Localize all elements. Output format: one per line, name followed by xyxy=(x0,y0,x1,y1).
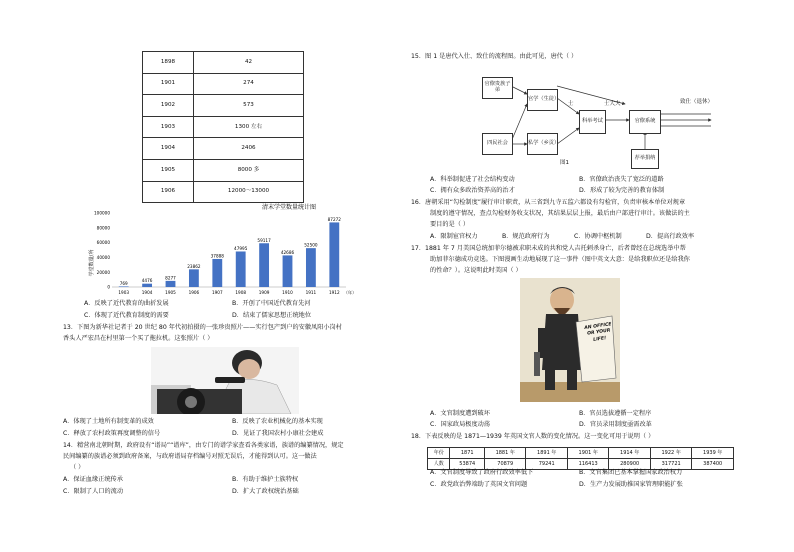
bar-value-label: 4476 xyxy=(141,278,153,284)
q15-option-b[interactable]: B．官僚政治丧失了宽泛的道路 xyxy=(579,176,664,183)
table-cell-count: 317721 xyxy=(650,459,691,470)
table-cell-count: 1300 左右 xyxy=(194,116,304,138)
table-cell-count: 2406 xyxy=(194,138,304,160)
x-tick-label: 1910 xyxy=(282,290,293,295)
table-cell-year: 1902 xyxy=(143,95,194,117)
bar xyxy=(166,281,176,287)
q14-option-a[interactable]: A．保证血缘正统传承 xyxy=(63,476,123,483)
q16-stem-3: 要目的是（ ） xyxy=(430,221,470,228)
table-cell-count: 116413 xyxy=(567,459,608,470)
bar-value-label: 42686 xyxy=(280,249,295,255)
q13-option-a[interactable]: A．体现了土地所有制变革的成效 xyxy=(63,418,154,425)
q18-option-a[interactable]: A．文官制度导致了政府行政效率低下 xyxy=(430,469,534,476)
y-tick-label: 80000 xyxy=(96,225,110,231)
bar xyxy=(306,248,316,287)
chart-title: 清末学堂数量统计图 xyxy=(261,204,317,211)
table-row xyxy=(143,159,304,181)
node-simin: 四民社会 xyxy=(482,133,513,155)
chart-ylabel: 学堂数量/所 xyxy=(89,249,95,277)
x-tick-label: 1909 xyxy=(258,290,270,295)
bar xyxy=(329,222,339,287)
y-tick-label: 0 xyxy=(107,284,110,290)
q12-option-b[interactable]: B．开创了中国近代教育先河 xyxy=(232,300,311,307)
y-tick-label: 100000 xyxy=(94,210,110,216)
table-cell-count: 42 xyxy=(194,52,304,74)
table-cell-count: 79241 xyxy=(526,459,567,470)
bar xyxy=(283,255,293,287)
bar-value-label: 47995 xyxy=(234,245,248,251)
node-xitong: 官僚系统 xyxy=(629,110,661,134)
civil-servant-table xyxy=(427,447,734,470)
q13-option-c[interactable]: C．释放了农村政策再度调整的信号 xyxy=(63,430,161,437)
y-tick-label: 60000 xyxy=(96,240,110,246)
table-cell-year: 1906 xyxy=(143,181,194,203)
table-row xyxy=(143,52,304,74)
x-tick-label: 1904 xyxy=(141,290,153,295)
q17-stem-3: 的性命？）。这说明此时美国（ ） xyxy=(430,267,522,274)
x-tick-label: 1908 xyxy=(235,290,247,295)
table-cell-year: 1901 xyxy=(143,73,194,95)
q14-option-d[interactable]: D．扩大了政权统治基础 xyxy=(232,488,299,495)
q12-option-d[interactable]: D．结束了儒家思想正统地位 xyxy=(232,312,312,319)
q13-stem-2: 香头人严宏昌在村里第一个买了拖拉机。这张照片（ ） xyxy=(63,335,214,342)
table-cell-year: 1903 xyxy=(143,116,194,138)
q17-option-b[interactable]: B．官员选拔遵循一定程序 xyxy=(579,410,652,417)
q14-option-c[interactable]: C．限制了人口的流动 xyxy=(63,488,124,495)
x-tick-label: 1912 xyxy=(328,290,340,295)
q13-stem-1: 13．下图为新华社记者于 20 世纪 80 年代初拍摄的一张珍贵照片——实行包产到户的安徽凤阳小岗村 xyxy=(63,324,342,331)
q17-option-a[interactable]: A．文官制度遭到破坏 xyxy=(430,410,490,417)
bar-value-label: 8277 xyxy=(165,275,176,281)
q13-option-d[interactable]: D．见证了我国农村小康社会建成 xyxy=(232,430,324,437)
node-yuanju: 荐举捐纳 xyxy=(631,149,659,169)
table-cell-count: 8000 多 xyxy=(194,159,304,181)
x-tick-label: 1903 xyxy=(118,290,130,295)
table-cell-year: 1914 年 xyxy=(609,448,650,459)
x-tick-label: 1907 xyxy=(211,290,223,295)
bar-value-label: 59117 xyxy=(257,237,271,243)
bar-value-label: 769 xyxy=(119,280,128,286)
bar xyxy=(212,259,222,287)
q16-stem-2: 制度的遵守情况，查点勾检财务收支状况，其结果层层上报，最后由户部进行审计。该做法的主 xyxy=(430,210,690,217)
node-keju: 科举考试 xyxy=(579,110,606,134)
table-cell-year: 1898 xyxy=(143,52,194,74)
table-row xyxy=(143,138,304,160)
tractor-photo xyxy=(151,347,299,414)
q17-option-d[interactable]: D．官员录用制度亟需改革 xyxy=(579,421,652,428)
q18-option-d[interactable]: D．生产力发展助推国家管理职能扩张 xyxy=(579,481,683,488)
q15-stem: 15．图 1 是唐代入仕、致仕的流程图。由此可见，唐代（ ） xyxy=(411,53,578,60)
node-sixue: 私学（乡贡） xyxy=(527,133,558,155)
q16-option-b[interactable]: B．规范政府行为 xyxy=(502,233,550,240)
table-header-label: 年份 xyxy=(428,448,450,459)
table-row-label: 人数 xyxy=(428,459,450,470)
school-count-table xyxy=(142,51,304,203)
node-guanxue: 官学（生徒） xyxy=(527,89,558,111)
bar-value-label: 37888 xyxy=(210,253,224,259)
q16-option-a[interactable]: A．限制宦官权力 xyxy=(430,233,478,240)
label-shidaifu: 士大夫 xyxy=(604,101,621,107)
q16-stem-1: 16．唐朝采用“勾检制度”履行审计职责，从三省到九寺五监六都设有勾检官，负责审核本单位对规章 xyxy=(411,199,686,206)
q14-option-b[interactable]: B．有助于维护士族特权 xyxy=(232,476,299,483)
bar-value-label: 87272 xyxy=(327,216,341,222)
q18-option-c[interactable]: C．政党政治弊端助了英国文官问题 xyxy=(430,481,528,488)
cartoon-poster-text: AN OFFICE OR YOUR LIFE! xyxy=(584,322,612,343)
school-bar-chart xyxy=(84,203,356,300)
bar-value-label: 23862 xyxy=(187,263,201,269)
q14-stem-3: （ ） xyxy=(70,464,85,471)
x-tick-label: 1906 xyxy=(188,290,200,295)
q17-stem-2: 助加菲尔德成功竞选。下图漫画生动地展现了这一事件（图中英文大意：是给我职位还是给我你 xyxy=(430,256,690,263)
bar xyxy=(259,243,269,287)
table-cell-year: 1905 xyxy=(143,159,194,181)
table-cell-count: 280900 xyxy=(609,459,650,470)
table-cell-count: 274 xyxy=(194,73,304,95)
q14-stem-1: 14．精营南北朝时期，政府设有“谱局”“谱库”，由专门的谱学家查看各类家谱，族谱的编纂情况，规定 xyxy=(63,442,344,449)
table-row xyxy=(143,95,304,117)
table-row xyxy=(143,181,304,203)
q18-stem: 18．下表反映的是 1871—1939 年英国文官人数的变化情况。这一变化可用于说明（ ） xyxy=(411,433,655,440)
x-tick-label: 1905 xyxy=(165,290,176,295)
table-cell-year: 1904 xyxy=(143,138,194,160)
table-cell-count: 12000～13000 xyxy=(194,181,304,203)
q13-option-b[interactable]: B．反映了农业机械化的基本实现 xyxy=(232,418,323,425)
table-cell-year: 1891 年 xyxy=(526,448,567,459)
y-tick-label: 40000 xyxy=(96,255,110,260)
q12-option-a[interactable]: A．反映了近代教育的曲折发展 xyxy=(84,300,169,307)
q17-stem-1: 17．1881 年 7 月美国总统加菲尔德被求职未成的共和党人吉托刺杀身亡，后者曾经在总统选举中帮 xyxy=(411,245,686,252)
x-tick-label: 1911 xyxy=(305,290,317,295)
q14-stem-2: 民间编纂的族谱必须到政府备案，与政府谱局存档编号对照无误后，才能得到认可。这一做法 xyxy=(63,453,317,460)
table-cell-year: 1922 年 xyxy=(650,448,691,459)
q16-option-d[interactable]: D．提高行政效率 xyxy=(646,233,695,240)
bar-value-label: 52500 xyxy=(304,242,318,248)
table-cell-year: 1871 xyxy=(450,448,485,459)
chart-xlabel: （年） xyxy=(343,290,356,295)
node-guan-zidi: 官僚贵族子弟 xyxy=(482,77,513,99)
table-cell-count: 387400 xyxy=(692,459,734,470)
q15-option-d[interactable]: D．形成了较为完善的教育体制 xyxy=(579,187,665,194)
bar xyxy=(119,286,129,287)
bar xyxy=(189,269,199,287)
y-tick-label: 20000 xyxy=(96,269,110,275)
table-cell-count: 70879 xyxy=(484,459,525,470)
table-cell-count: 53874 xyxy=(450,459,485,470)
table-cell-year: 1901 年 xyxy=(567,448,608,459)
q16-option-c[interactable]: C．协调中枢机制 xyxy=(574,233,622,240)
table-cell-count: 573 xyxy=(194,95,304,117)
q15-caption: 图1 xyxy=(560,160,569,166)
q15-option-c[interactable]: C．拥有众多政治资养高的治才 xyxy=(430,187,515,194)
table-row xyxy=(143,116,304,138)
table-row xyxy=(143,73,304,95)
table-cell-year: 1939 年 xyxy=(692,448,734,459)
bar xyxy=(236,251,246,287)
q15-option-a[interactable]: A．科举制促进了社会结构变动 xyxy=(430,176,515,183)
q18-option-b[interactable]: B．文官集团已基本掌握国家政治权力 xyxy=(579,469,683,476)
bar xyxy=(142,284,152,287)
label-shi: 士 xyxy=(568,101,574,107)
q12-option-c[interactable]: C．体现了近代教育制度的需要 xyxy=(84,312,169,319)
table-cell-year: 1881 年 xyxy=(484,448,525,459)
q17-option-c[interactable]: C．国家政局极度动荡 xyxy=(430,421,491,428)
label-zhishi: 致仕（退休） xyxy=(680,99,714,105)
